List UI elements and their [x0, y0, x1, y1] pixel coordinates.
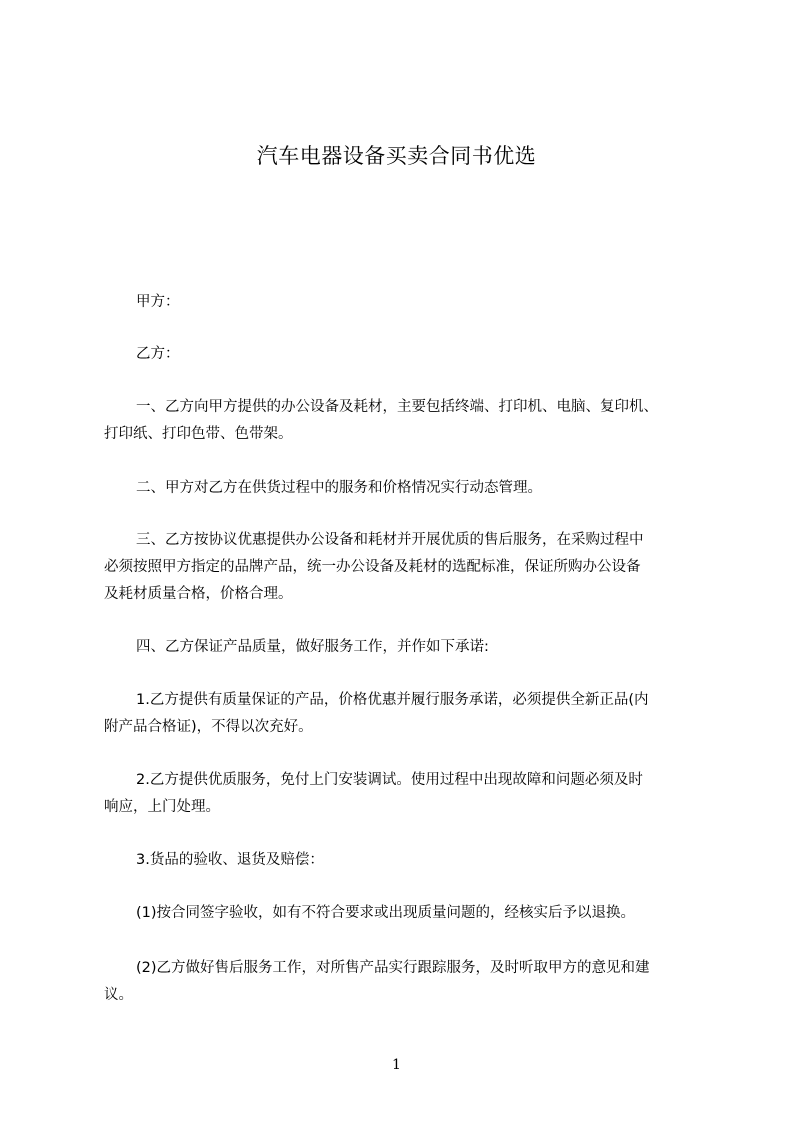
text-line: (1)按合同签字验收，如有不符合要求或出现质量问题的，经核实后予以退换。 — [136, 905, 636, 921]
clause-1-paragraph — [104, 394, 716, 448]
text-line: 2.乙方提供优质服务，免付上门安装调试。使用过程中出现故障和问题必须及时 — [136, 772, 643, 788]
text-line: 乙方： — [136, 346, 180, 362]
text-line: (2)乙方做好售后服务工作，对所售产品实行跟踪服务，及时听取甲方的意见和建 — [136, 960, 650, 976]
item-3-2-paragraph — [104, 955, 716, 1009]
text-line: 3.货品的验收、退货及赔偿： — [136, 852, 324, 868]
text-line: 打印纸、打印色带、色带架。 — [104, 426, 293, 442]
item-3-paragraph — [104, 847, 716, 874]
text-line: 四、乙方保证产品质量，做好服务工作，并作如下承诺: — [136, 639, 489, 655]
item-1-paragraph — [104, 687, 716, 741]
text-line: 1.乙方提供有质量保证的产品，价格优惠并履行服务承诺，必须提供全新正品(内 — [136, 692, 649, 708]
party-b-paragraph — [104, 341, 716, 368]
text-line: 响应，上门处理。 — [104, 799, 220, 815]
party-a-paragraph — [104, 289, 716, 316]
text-line: 必须按照甲方指定的品牌产品，统一办公设备及耗材的选配标准，保证所购办公设备 — [104, 559, 641, 575]
item-2-paragraph — [104, 767, 716, 821]
text-line: 及耗材质量合格，价格合理。 — [104, 586, 293, 602]
document-title: 汽车电器设备买卖合同书优选 — [256, 144, 537, 168]
text-line: 附产品合格证)，不得以次充好。 — [104, 719, 313, 735]
text-line: 议。 — [104, 987, 133, 1003]
page-number: 1 — [392, 1057, 401, 1073]
item-3-1-paragraph — [104, 900, 716, 927]
text-line: 一、乙方向甲方提供的办公设备及耗材，主要包括终端、打印机、电脑、复印机、 — [136, 399, 658, 415]
clause-2-paragraph — [104, 475, 716, 502]
text-line: 甲方： — [136, 294, 180, 310]
text-line: 三、乙方按协议优惠提供办公设备和耗材并开展优质的售后服务，在采购过程中 — [136, 532, 644, 548]
clause-4-paragraph — [104, 634, 716, 661]
clause-3-paragraph — [104, 527, 716, 608]
text-line: 二、甲方对乙方在供货过程中的服务和价格情况实行动态管理。 — [136, 480, 542, 496]
